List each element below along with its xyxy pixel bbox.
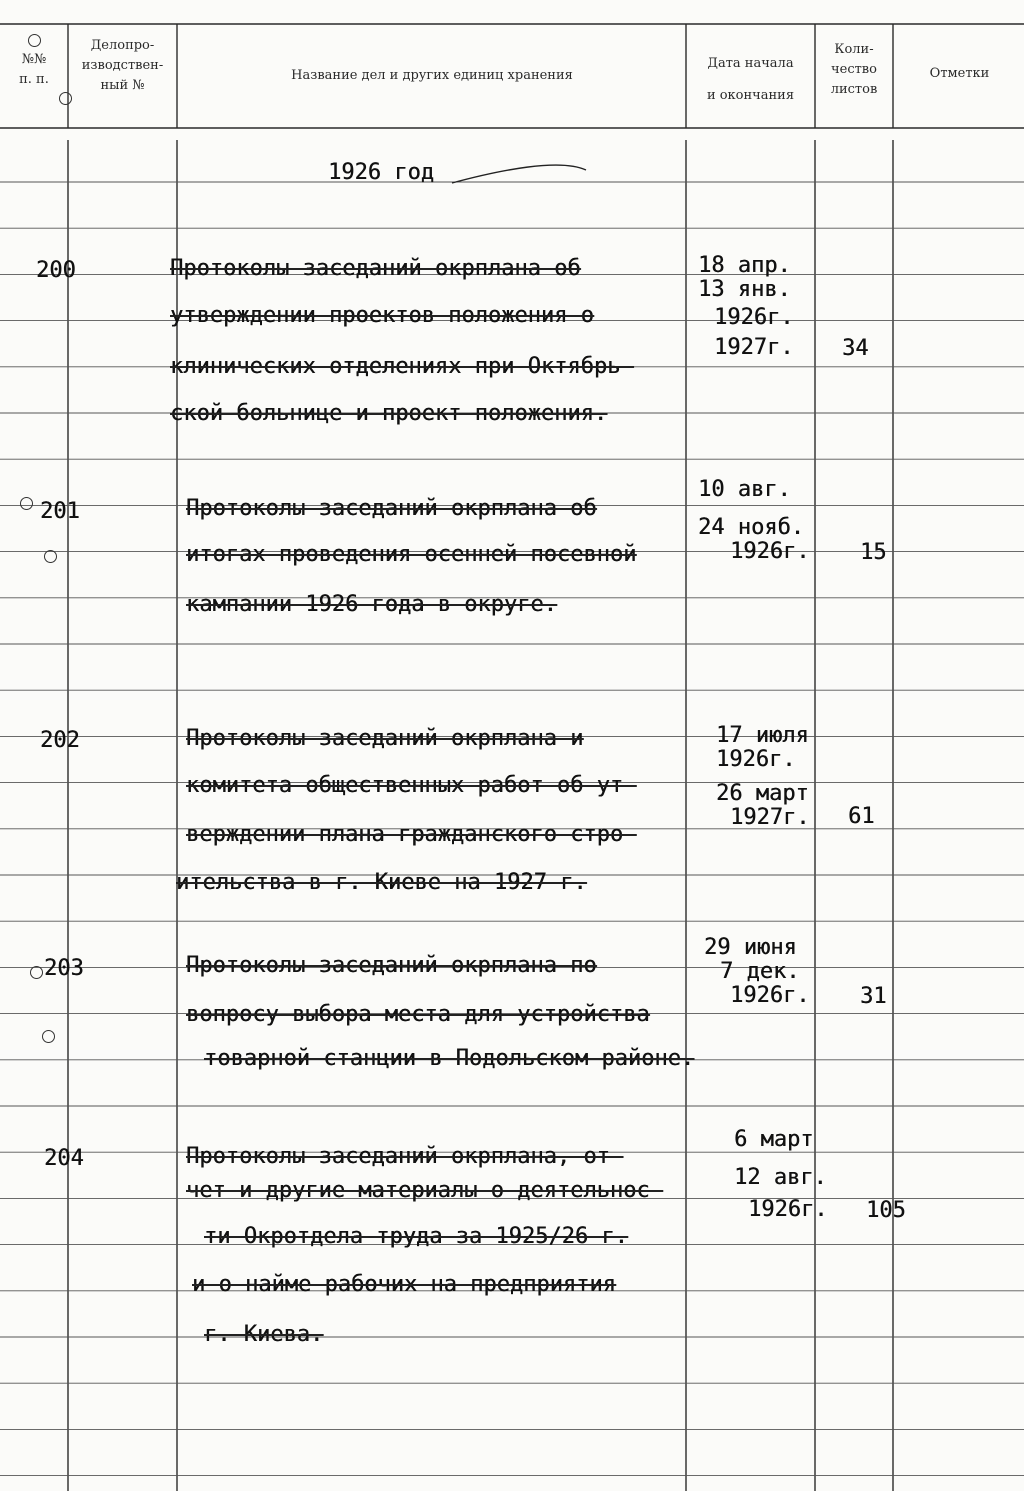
record-date-line: 1926г.: [716, 747, 796, 772]
header-col-notes: Отметки: [929, 66, 990, 81]
record-date-line: 7 дек.: [720, 959, 800, 984]
punch-hole: [44, 550, 57, 563]
record-title-line: Протоколы заседаний окрплана об: [186, 496, 597, 521]
record-date-line: 13 янв.: [698, 277, 791, 302]
record-title-line: утверждении проектов положения о: [170, 303, 594, 328]
record-title-line: Протоколы заседаний окрплана по: [186, 953, 597, 978]
record-date-line: 26 март: [716, 781, 809, 806]
record-title-line: итогах проведения осенней посевной: [186, 542, 637, 567]
record-sheets: 31: [860, 984, 887, 1009]
record-sheets: 34: [842, 336, 869, 361]
record-title-line: и о найме рабочих на предприятия: [192, 1272, 616, 1297]
record-title-line: г. Киева.: [204, 1322, 324, 1347]
record-number: 202: [40, 728, 80, 753]
record-title-line: ской больнице и проект положения.: [170, 401, 608, 426]
heading-flourish: [452, 165, 586, 183]
punch-hole: [28, 34, 41, 47]
record-title-line: товарной станции в Подольском районе.: [204, 1046, 695, 1071]
record-title-line: комитета общественных работ об ут-: [186, 773, 637, 798]
record-date-line: 1926г.: [714, 305, 794, 330]
record-date-line: 10 авг.: [698, 477, 791, 502]
record-date-line: 29 июня: [704, 935, 797, 960]
record-number: 203: [44, 956, 84, 981]
record-date-line: 1927г.: [714, 335, 794, 360]
record-title-line: Протоколы заседаний окрплана и: [186, 726, 584, 751]
record-date-line: 1927г.: [730, 805, 810, 830]
punch-hole: [30, 966, 43, 979]
header-col-number: №№ п. п.: [19, 52, 49, 87]
record-date-line: 1926г.: [748, 1197, 828, 1222]
record-number: 204: [44, 1146, 84, 1171]
record-date-line: 18 апр.: [698, 253, 791, 278]
header-col-title: Название дел и других единиц хранения: [291, 68, 573, 83]
record-date-line: 6 март: [734, 1127, 814, 1152]
header-col-sheets: Коли- чество листов: [830, 42, 878, 97]
record-date-line: 17 июля: [716, 723, 809, 748]
record-date-line: 24 нояб.: [698, 515, 804, 540]
header-col-office-number: Делопро- изводствен- ный №: [81, 38, 164, 93]
record-date-line: 1926г.: [730, 539, 810, 564]
record-sheets: 105: [866, 1198, 906, 1223]
record-number: 201: [40, 499, 80, 524]
record-title-line: вопросу выбора места для устройства: [186, 1002, 650, 1027]
record-title-line: Протоколы заседаний окрплана об: [170, 256, 581, 281]
record-title-line: ти Окротдела труда за 1925/26 г.: [204, 1224, 628, 1249]
record-date-line: 1926г.: [730, 983, 810, 1008]
record-title-line: ительства в г. Киеве на 1927 г.: [176, 870, 587, 895]
year-heading: 1926 год: [328, 160, 434, 185]
record-title-line: верждении плана гражданского стро-: [186, 822, 637, 847]
record-sheets: 15: [860, 540, 887, 565]
record-title-line: клинических отделениях при Октябрь-: [170, 354, 634, 379]
record-title-line: чет и другие материалы о деятельнос-: [186, 1178, 663, 1203]
record-title-line: Протоколы заседаний окрплана, от-: [186, 1144, 624, 1169]
punch-hole: [20, 497, 33, 510]
record-sheets: 61: [848, 804, 875, 829]
record-date-line: 12 авг.: [734, 1165, 827, 1190]
header-col-dates: Дата начала и окончания: [706, 56, 795, 103]
record-number: 200: [36, 258, 76, 283]
record-title-line: кампании 1926 года в округе.: [186, 592, 557, 617]
punch-hole: [42, 1030, 55, 1043]
